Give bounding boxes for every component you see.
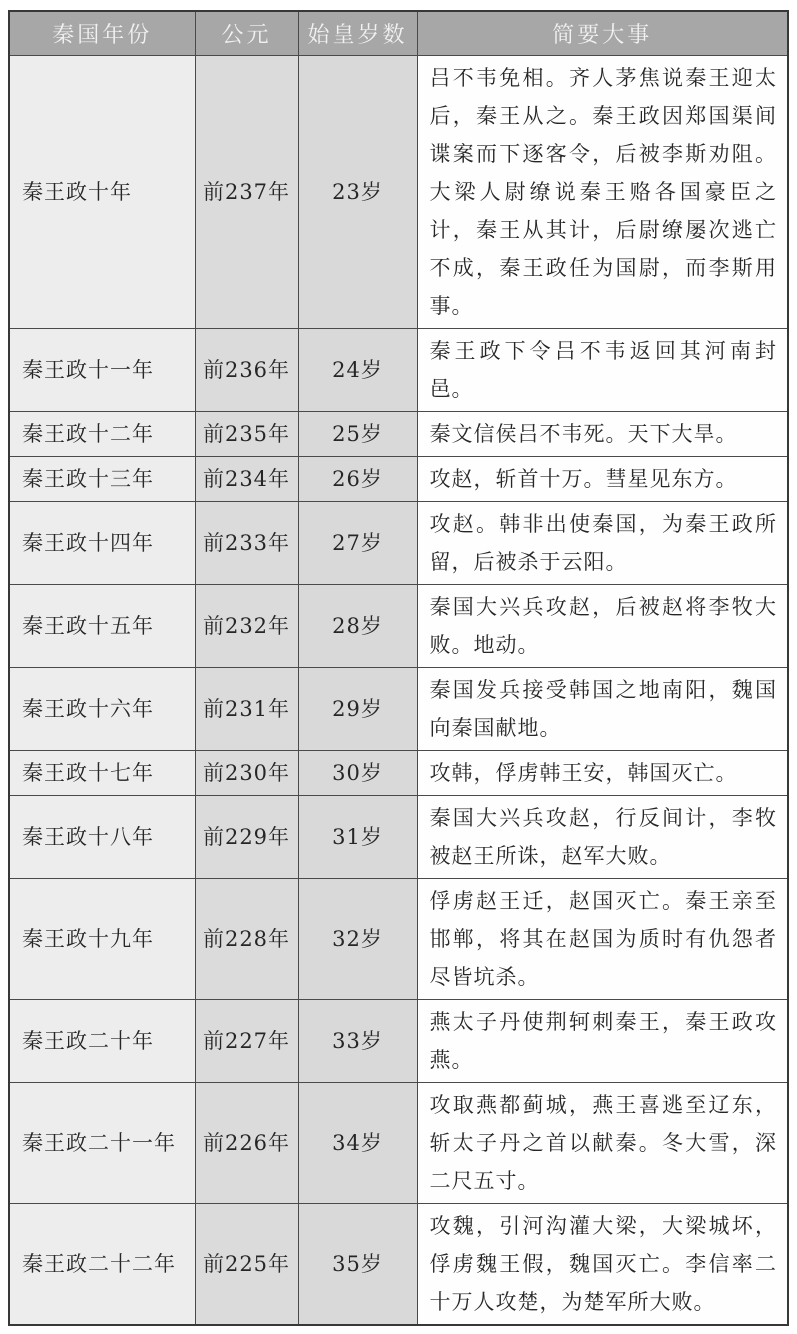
column-header-events: 简要大事 bbox=[417, 11, 788, 55]
cell-age: 26岁 bbox=[298, 456, 417, 501]
cell-qin-year: 秦王政二十一年 bbox=[9, 1082, 195, 1203]
cell-ce-year: 前225年 bbox=[195, 1203, 298, 1325]
cell-ce-year: 前237年 bbox=[195, 55, 298, 328]
cell-qin-year: 秦王政二十二年 bbox=[9, 1203, 195, 1325]
cell-age: 28岁 bbox=[298, 584, 417, 667]
cell-ce-year: 前236年 bbox=[195, 328, 298, 411]
cell-ce-year: 前234年 bbox=[195, 456, 298, 501]
table-row bbox=[9, 456, 788, 501]
table-row bbox=[9, 1082, 788, 1203]
table-row bbox=[9, 55, 788, 328]
cell-events: 吕不韦免相。齐人茅焦说秦王迎太后，秦王从之。秦王政因郑国渠间谍案而下逐客令，后被李斯劝阻。大梁人尉缭说秦王赂各国豪臣之计，秦王从其计，后尉缭屡次逃亡不成，秦王政任为国尉，而李斯用事。 bbox=[417, 55, 788, 328]
table-row bbox=[9, 878, 788, 999]
cell-events: 攻赵。韩非出使秦国，为秦王政所留，后被杀于云阳。 bbox=[417, 501, 788, 584]
cell-qin-year: 秦王政十二年 bbox=[9, 411, 195, 456]
cell-events: 攻取燕都蓟城，燕王喜逃至辽东，斩太子丹之首以献秦。冬大雪，深二尺五寸。 bbox=[417, 1082, 788, 1203]
table-row bbox=[9, 999, 788, 1082]
table-row bbox=[9, 750, 788, 795]
cell-events: 秦国大兴兵攻赵，后被赵将李牧大败。地动。 bbox=[417, 584, 788, 667]
cell-age: 30岁 bbox=[298, 750, 417, 795]
cell-ce-year: 前228年 bbox=[195, 878, 298, 999]
table-row bbox=[9, 1203, 788, 1325]
cell-events: 攻韩，俘虏韩王安，韩国灭亡。 bbox=[417, 750, 788, 795]
cell-events: 秦王政下令吕不韦返回其河南封邑。 bbox=[417, 328, 788, 411]
cell-events: 秦文信侯吕不韦死。天下大旱。 bbox=[417, 411, 788, 456]
table-row bbox=[9, 584, 788, 667]
column-header-ce-year: 公元 bbox=[195, 11, 298, 55]
cell-age: 24岁 bbox=[298, 328, 417, 411]
cell-age: 27岁 bbox=[298, 501, 417, 584]
cell-ce-year: 前232年 bbox=[195, 584, 298, 667]
column-header-age: 始皇岁数 bbox=[298, 11, 417, 55]
cell-events: 攻魏，引河沟灌大梁，大梁城坏，俘虏魏王假，魏国灭亡。李信率二十万人攻楚，为楚军所大败。 bbox=[417, 1203, 788, 1325]
qin-chronology-table bbox=[8, 10, 789, 1326]
table-row bbox=[9, 328, 788, 411]
cell-ce-year: 前229年 bbox=[195, 795, 298, 878]
cell-qin-year: 秦王政十年 bbox=[9, 55, 195, 328]
cell-events: 燕太子丹使荆轲刺秦王，秦王政攻燕。 bbox=[417, 999, 788, 1082]
cell-qin-year: 秦王政十九年 bbox=[9, 878, 195, 999]
table-row bbox=[9, 501, 788, 584]
cell-age: 29岁 bbox=[298, 667, 417, 750]
cell-ce-year: 前235年 bbox=[195, 411, 298, 456]
cell-age: 31岁 bbox=[298, 795, 417, 878]
cell-qin-year: 秦王政十八年 bbox=[9, 795, 195, 878]
column-header-qin-year: 秦国年份 bbox=[9, 11, 195, 55]
table-row bbox=[9, 795, 788, 878]
cell-age: 25岁 bbox=[298, 411, 417, 456]
cell-age: 23岁 bbox=[298, 55, 417, 328]
cell-ce-year: 前227年 bbox=[195, 999, 298, 1082]
table-row bbox=[9, 667, 788, 750]
cell-qin-year: 秦王政十五年 bbox=[9, 584, 195, 667]
cell-qin-year: 秦王政二十年 bbox=[9, 999, 195, 1082]
cell-events: 秦国大兴兵攻赵，行反间计，李牧被赵王所诛，赵军大败。 bbox=[417, 795, 788, 878]
cell-qin-year: 秦王政十七年 bbox=[9, 750, 195, 795]
table-row bbox=[9, 411, 788, 456]
header-row bbox=[9, 11, 788, 55]
cell-age: 33岁 bbox=[298, 999, 417, 1082]
cell-events: 秦国发兵接受韩国之地南阳，魏国向秦国献地。 bbox=[417, 667, 788, 750]
cell-ce-year: 前233年 bbox=[195, 501, 298, 584]
cell-qin-year: 秦王政十三年 bbox=[9, 456, 195, 501]
table-body bbox=[9, 55, 788, 1325]
cell-qin-year: 秦王政十四年 bbox=[9, 501, 195, 584]
cell-age: 34岁 bbox=[298, 1082, 417, 1203]
cell-age: 35岁 bbox=[298, 1203, 417, 1325]
cell-events: 攻赵，斩首十万。彗星见东方。 bbox=[417, 456, 788, 501]
cell-age: 32岁 bbox=[298, 878, 417, 999]
cell-ce-year: 前226年 bbox=[195, 1082, 298, 1203]
cell-ce-year: 前230年 bbox=[195, 750, 298, 795]
cell-qin-year: 秦王政十六年 bbox=[9, 667, 195, 750]
cell-qin-year: 秦王政十一年 bbox=[9, 328, 195, 411]
cell-ce-year: 前231年 bbox=[195, 667, 298, 750]
cell-events: 俘虏赵王迁，赵国灭亡。秦王亲至邯郸，将其在赵国为质时有仇怨者尽皆坑杀。 bbox=[417, 878, 788, 999]
table-header bbox=[9, 11, 788, 55]
